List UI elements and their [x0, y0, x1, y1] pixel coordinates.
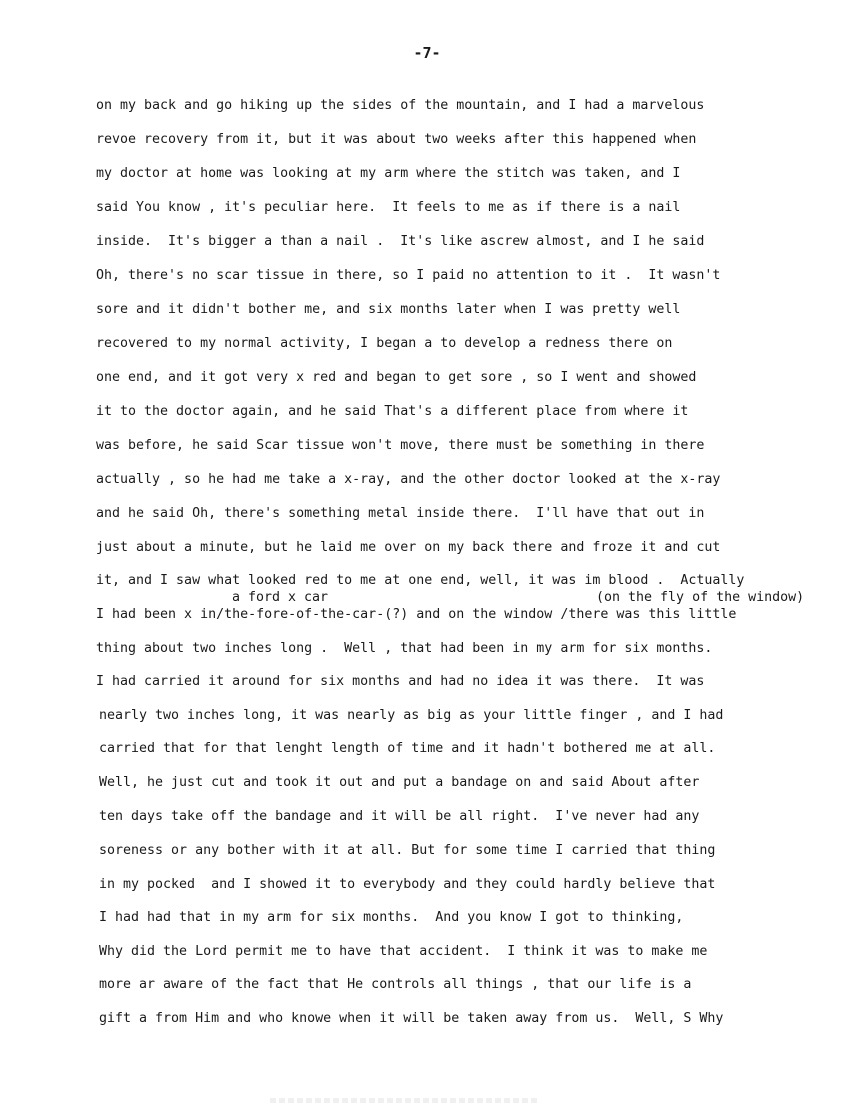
text-line-18: I had carried it around for six months and had no idea it was there. It was: [96, 674, 705, 689]
text-line-16: I had been x in/the-fore-of-the-car-(?) and on the window /there was this little: [96, 607, 737, 622]
page-number: -7-: [413, 44, 441, 62]
text-line-17: thing about two inches long . Well , that had been in my arm for six months.: [96, 641, 713, 656]
text-line-6: Oh, there's no scar tissue in there, so I paid no attention to it . It wasn't: [96, 268, 721, 283]
text-line-11: was before, he said Scar tissue won't move, there must be something in there: [96, 438, 705, 453]
text-line-21: Well, he just cut and took it out and put a bandage on and said About after: [99, 775, 700, 790]
text-line-22: ten days take off the bandage and it will be all right. I've never had any: [99, 809, 700, 824]
text-line-1: on my back and go hiking up the sides of the mountain, and I had a marvelous: [96, 98, 705, 113]
text-line-25: I had had that in my arm for six months. And you know I got to thinking,: [99, 910, 684, 925]
text-line-15: it, and I saw what looked red to me at one end, well, it was im blood . Actually: [96, 573, 745, 588]
text-line-5: inside. It's bigger a than a nail . It's like ascrew almost, and I he said: [96, 234, 705, 249]
bleed-through-smudge: [270, 1098, 540, 1103]
interlinear-insertion-left: a ford x car: [232, 590, 329, 605]
text-line-23: soreness or any bother with it at all. But for some time I carried that thing: [99, 843, 716, 858]
text-line-2: revoe recovery from it, but it was about two weeks after this happened when: [96, 132, 697, 147]
text-line-14: just about a minute, but he laid me over on my back there and froze it and cut: [96, 540, 721, 555]
interlinear-insertion-right: (on the fly of the window): [596, 590, 805, 605]
text-line-12: actually , so he had me take a x-ray, and the other doctor looked at the x-ray: [96, 472, 721, 487]
text-line-20: carried that for that lenght length of time and it hadn't bothered me at all.: [99, 741, 716, 756]
text-line-4: said You know , it's peculiar here. It feels to me as if there is a nail: [96, 200, 681, 215]
text-line-10: it to the doctor again, and he said That's a different place from where it: [96, 404, 689, 419]
text-line-28: gift a from Him and who knowe when it will be taken away from us. Well, S Why: [99, 1011, 724, 1026]
text-line-27: more ar aware of the fact that He controls all things , that our life is a: [99, 977, 692, 992]
text-line-24: in my pocked and I showed it to everybody and they could hardly believe that: [99, 877, 716, 892]
text-line-3: my doctor at home was looking at my arm where the stitch was taken, and I: [96, 166, 681, 181]
text-line-19: nearly two inches long, it was nearly as big as your little finger , and I had: [99, 708, 724, 723]
text-line-13: and he said Oh, there's something metal inside there. I'll have that out in: [96, 506, 705, 521]
text-line-8: recovered to my normal activity, I began a to develop a redness there on: [96, 336, 673, 351]
text-line-26: Why did the Lord permit me to have that accident. I think it was to make me: [99, 944, 708, 959]
text-line-9: one end, and it got very x red and began to get sore , so I went and showed: [96, 370, 697, 385]
text-line-7: sore and it didn't bother me, and six months later when I was pretty well: [96, 302, 681, 317]
